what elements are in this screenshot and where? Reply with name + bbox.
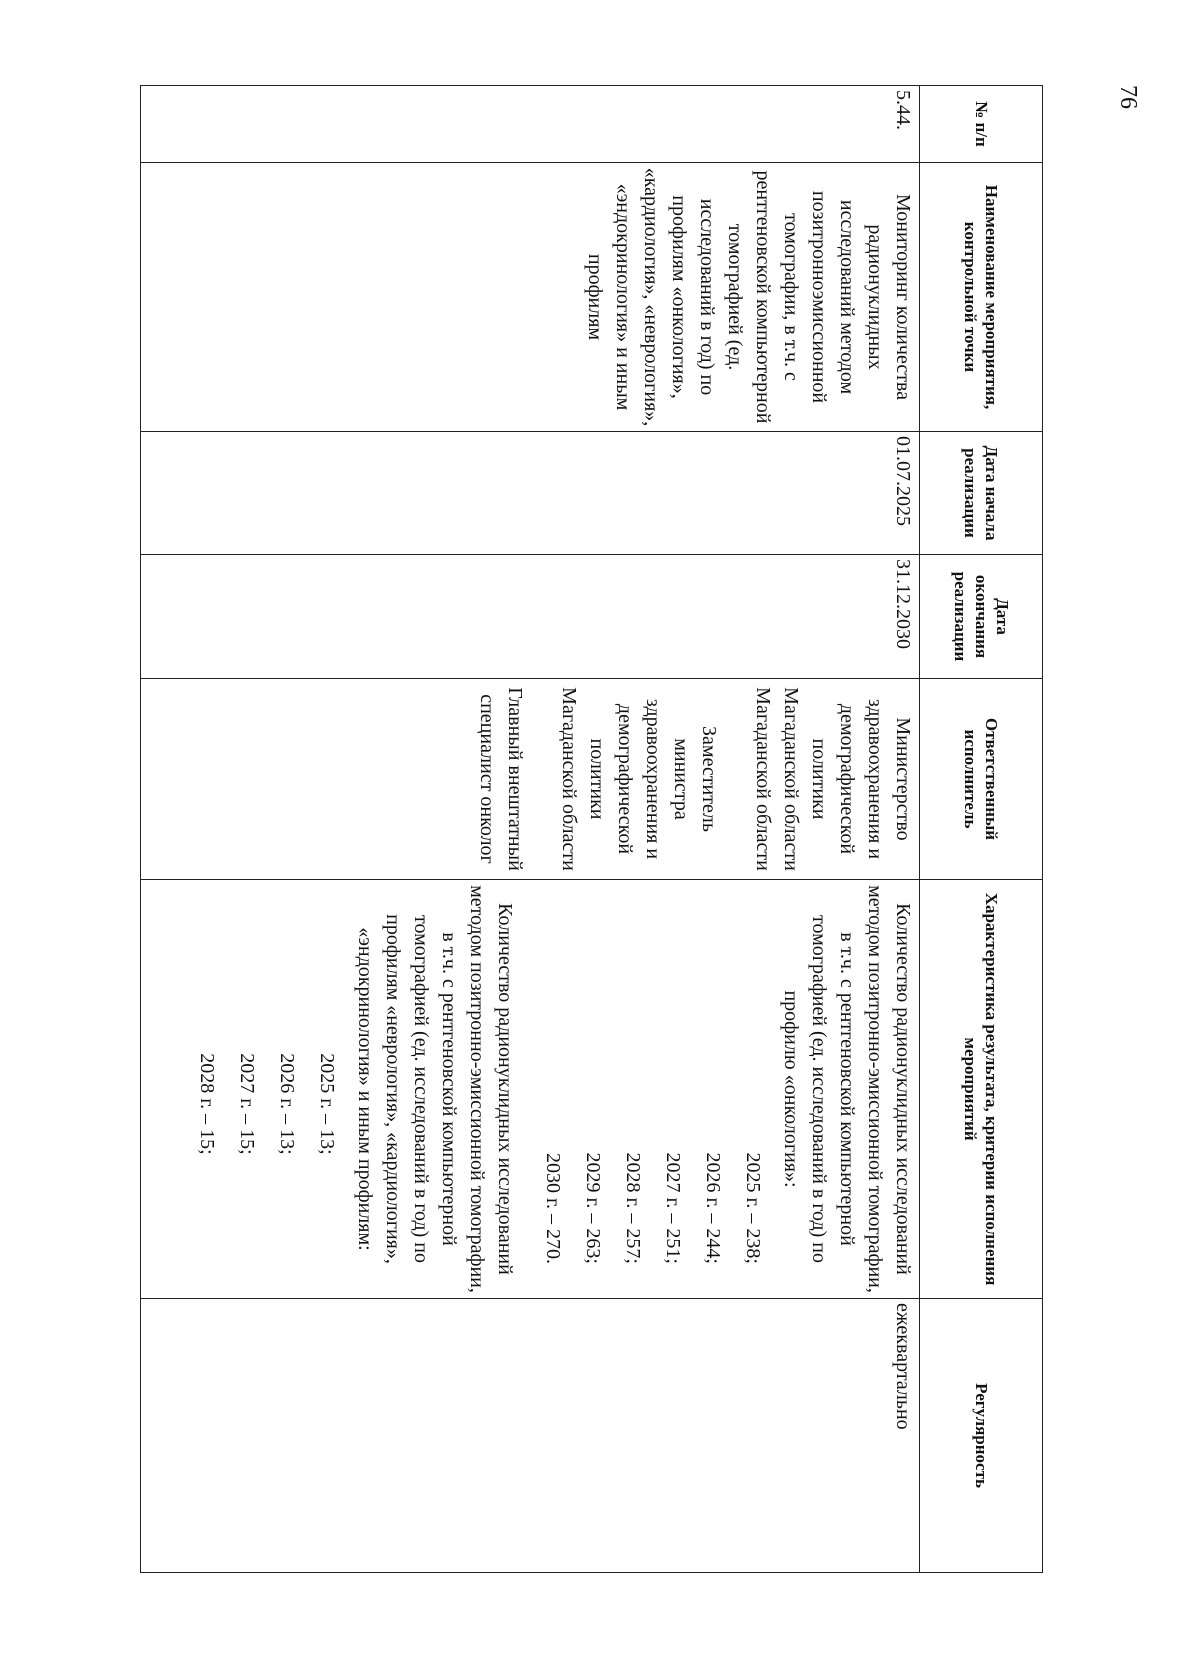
table-header-row	[920, 86, 1043, 1573]
header-executor: Ответственный исполнитель	[920, 679, 1043, 880]
header-result: Характеристика результата, критерии исполнения мероприятий	[920, 880, 1043, 1299]
header-num: № п/п	[920, 86, 1043, 163]
year-value: 2026 г. – 13;	[276, 1053, 299, 1155]
rotated-table-container	[140, 85, 1043, 1572]
executor-deputy-minister: Заместитель министра здравоохранения и демографической политики Магаданской области	[558, 687, 721, 871]
cell-result	[141, 880, 920, 1299]
cell-end-date: 31.12.2030	[141, 555, 920, 679]
cell-executor	[141, 679, 920, 880]
year-value: 2030 г. – 270.	[542, 1153, 565, 1264]
year-value: 2026 г. – 244;	[702, 1152, 725, 1264]
executor-ministry: Министерство здравоохранения и демографической политики Магаданской области Магаданской области	[752, 687, 915, 871]
result-oncology-text: Количество радионуклидных исследований методом позитронно-эмиссионной томографии, в т.ч. с рентгеновской компьютерной томографией (ед. исследований в год) по профилю «онкология»:	[780, 885, 915, 1293]
cell-action-name: Мониторинг количества радионуклидных исследований методом позитронноэмиссионной томографии, в т.ч. с рентгеновской компьютерной томографией (ед. исследований в год) по профилям «онкология», «кардиология», «неврология», «эндокринология» и иным профилям	[141, 163, 920, 432]
table-row	[141, 86, 920, 1573]
measures-table	[140, 85, 1043, 1573]
year-value: 2025 г. – 13;	[316, 1053, 339, 1155]
year-value: 2028 г. – 257;	[622, 1152, 645, 1264]
year-value: 2025 г. – 238;	[742, 1152, 765, 1264]
result-other-profiles	[187, 884, 519, 1294]
result-other-profiles-years	[187, 884, 347, 1294]
result-oncology	[533, 884, 917, 1294]
cell-regularity: ежеквартально	[141, 1299, 920, 1573]
result-oncology-years	[533, 884, 773, 1294]
cell-start-date: 01.07.2025	[141, 432, 920, 555]
executor-chief-oncologist: Главный внештатный специалист онколог	[476, 687, 527, 871]
header-end-date: Дата окончания реализации	[920, 555, 1043, 679]
year-value: 2027 г. – 15;	[236, 1053, 259, 1155]
page-number: 76	[1115, 85, 1141, 109]
header-name: Наименование мероприятия, контрольной точки	[920, 163, 1043, 432]
header-regularity: Регулярность	[920, 1299, 1043, 1573]
header-start-date: Дата начала реализации	[920, 432, 1043, 555]
year-value: 2028 г. – 15;	[196, 1053, 219, 1155]
year-value: 2027 г. – 251;	[662, 1152, 685, 1264]
cell-num: 5.44.	[141, 86, 920, 163]
year-value: 2029 г. – 263;	[582, 1152, 605, 1264]
result-other-profiles-text: Количество радионуклидных исследований методом позитронно-эмиссионной томографии, в т.ч. с рентгеновской компьютерной томографией (ед. исследований в год) по профилям «неврология», «кардиология», «эндокринология» и иным профилям:	[354, 885, 517, 1293]
